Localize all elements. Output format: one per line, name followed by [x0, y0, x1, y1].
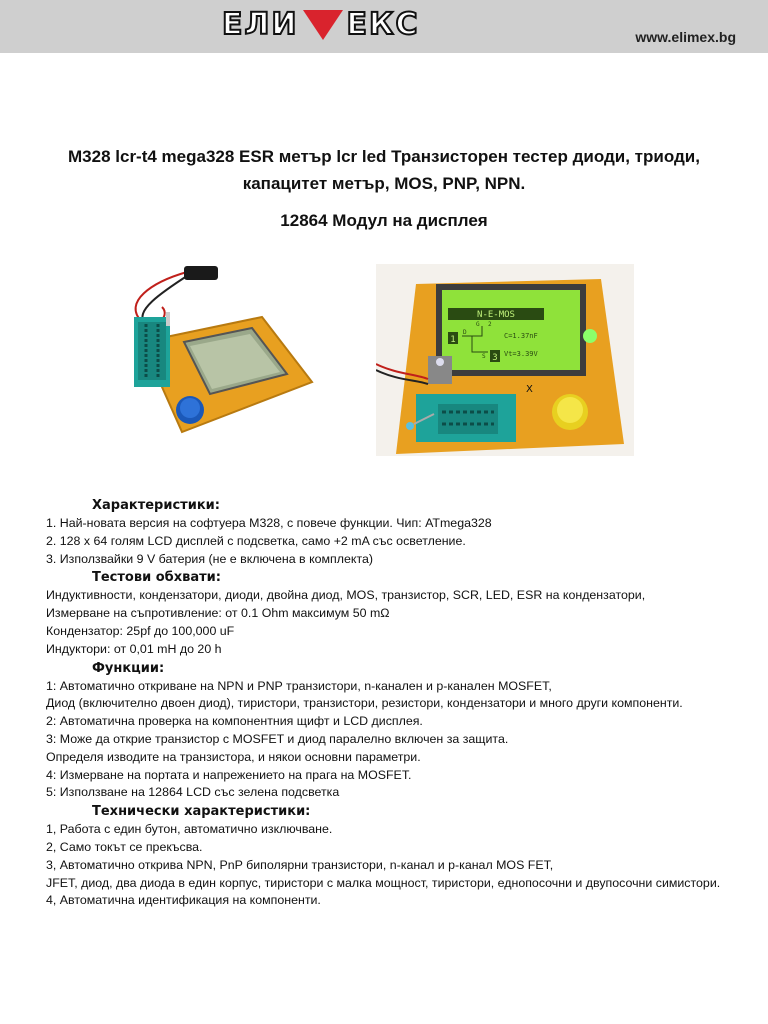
tester-photo-illustration: [112, 262, 322, 452]
functions-item-6: 4: Измерване на портата и напрежението на прага на MOSFET.: [46, 767, 412, 782]
functions-item-4: 3: Може да открие транзистор с MOSFET и диод паралелно включен за защита.: [46, 731, 509, 746]
ranges-item-1: Индуктивности, кондензатори, диоди, двойна диод, MOS, транзистор, SCR, LED, ESR на кондензатори,: [46, 588, 646, 603]
ranges-item-3: Кондензатор: 25pf до 100,000 uF: [46, 623, 235, 638]
lcd-pin-2: 2: [488, 321, 492, 328]
elimex-logo: [222, 8, 420, 42]
lcd-pin1: 1: [450, 335, 456, 345]
specs-item-5: 4, Автоматична идентификация на компоненти.: [46, 893, 321, 908]
lcd-line1: N-E-MOS: [477, 310, 515, 320]
lcd-pin-s: S: [482, 353, 486, 360]
ranges-item-4: Индуктори: от 0,01 mH до 20 h: [46, 641, 222, 656]
functions-heading: Функции:: [92, 660, 165, 676]
lcd-cap: C=1.37nF: [504, 332, 538, 340]
logo-v-emblem: [301, 8, 345, 42]
functions-item-5: Определя изводите на транзистора, и някои основни параметри.: [46, 749, 421, 764]
ranges-heading: Тестови обхвати:: [92, 570, 221, 586]
website-url[interactable]: www.elimex.bg: [635, 29, 736, 45]
functions-item-1: 1: Автоматично откриване на NPN и PNP транзистори, n-канален и p-канален MOSFET,: [46, 678, 552, 693]
lcd-pin-d: D: [463, 329, 467, 336]
functions-item-2: Диод (включително двоен диод), тиристори, транзистори, резистори, кондензатори и много други компоненти.: [46, 696, 683, 711]
tester-lcd-photo-illustration: [376, 264, 634, 456]
functions-item-7: 5: Използване на 12864 LCD със зелена подсветка: [46, 785, 340, 800]
lcd-pin3: 3: [492, 353, 498, 363]
features-item-1: 1. Най-новата версия на софтуера М328, с повече функции. Чип: ATmega328: [46, 516, 492, 530]
svg-text:Ⅹ: Ⅹ: [526, 384, 533, 395]
product-title: M328 lcr-t4 mega328 ESR метър lcr led Транзисторен тестер диоди, триоди, капацитет метър, MOS, PNP, NPN.: [68, 147, 700, 193]
features-item-3: 3. Използвайки 9 V батерия (не е включена в комплекта): [46, 551, 373, 566]
product-subtitle: 12864 Модул на дисплея: [280, 211, 488, 230]
functions-item-3: 2: Автоматична проверка на компонентния щифт и LCD дисплея.: [46, 714, 423, 729]
lcd-vt: Vt=3.39V: [504, 350, 538, 358]
specs-item-2: 2, Само токът се прекъсва.: [46, 839, 203, 854]
header-banner: [0, 0, 768, 53]
features-item-2: 2. 128 х 64 голям LCD дисплей с подсветка, само +2 mA със осветление.: [46, 533, 466, 548]
logo-text-left: ЕЛИ: [222, 7, 299, 42]
product-photo-right: [376, 264, 634, 456]
features-heading: Характеристики:: [92, 498, 220, 513]
ranges-item-2: Измерване на съпротивление: от 0.1 Ohm максимум 50 mΩ: [46, 606, 390, 621]
specs-heading: Технически характеристики:: [92, 804, 311, 820]
product-photo-left: [112, 262, 322, 452]
logo-text-right: ЕКС: [346, 7, 420, 42]
specs-item-4: JFET, диод, два диода в един корпус, тиристори с малка мощност, тиристори, еднопосочни и двупосочни симистори.: [46, 875, 721, 890]
specs-item-1: 1, Работа с един бутон, автоматично изключване.: [46, 822, 333, 837]
lcd-pin-g: G: [476, 321, 480, 328]
specifications-content: [46, 496, 736, 910]
specs-item-3: 3, Автоматично открива NPN, PnP биполярни транзистори, n-канал и p-канал MOS FET,: [46, 857, 554, 872]
